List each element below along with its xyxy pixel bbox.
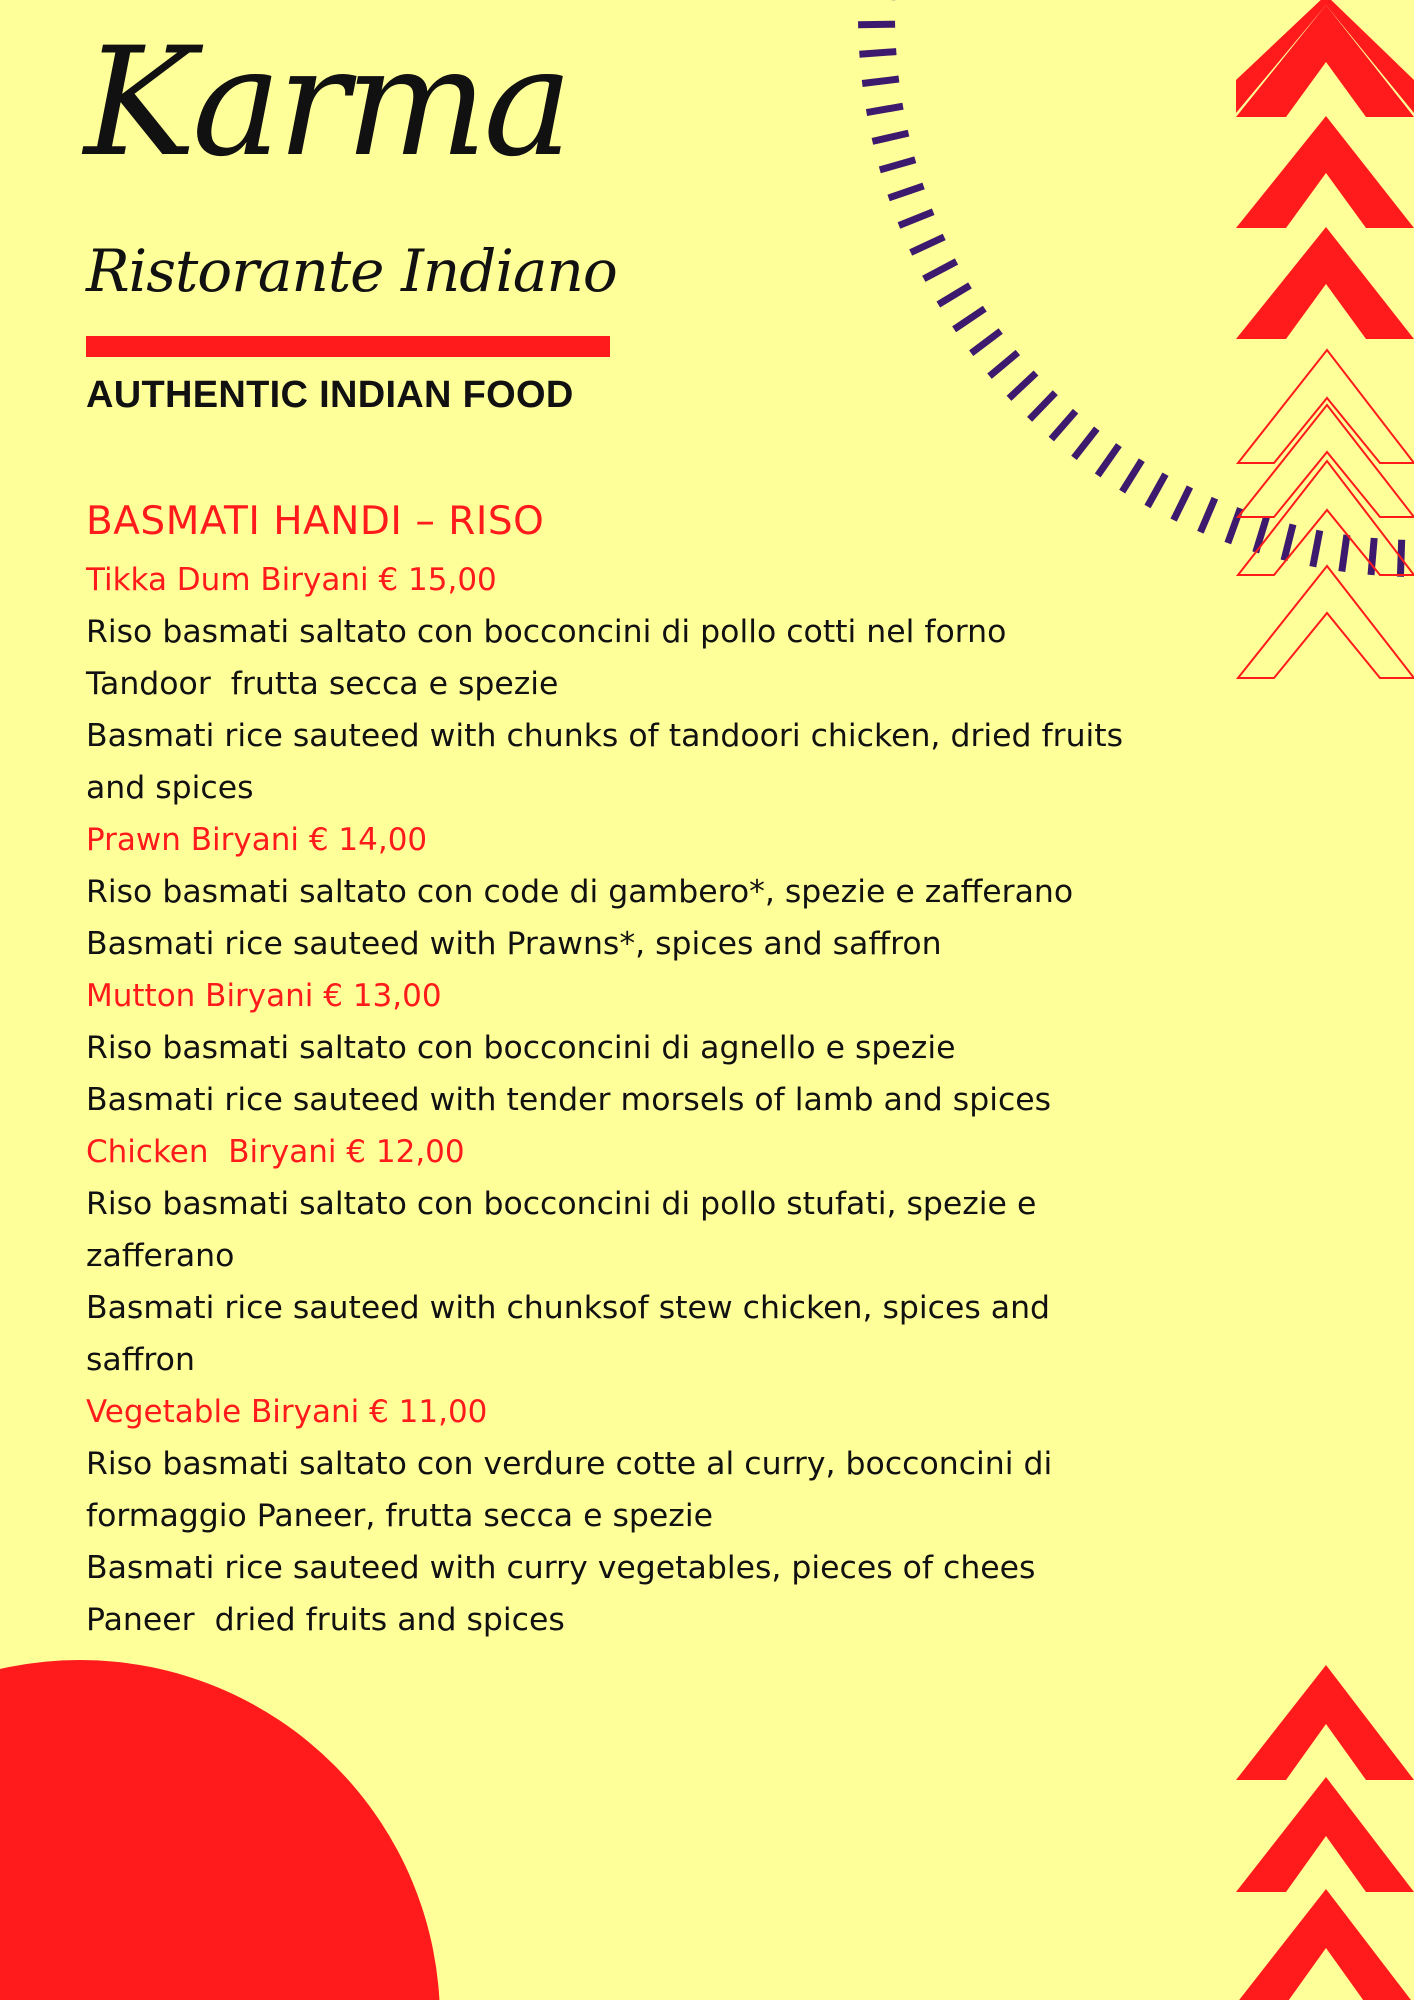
item-name: Chicken Biryani € 12,00: [86, 1134, 465, 1170]
item-name: Mutton Biryani € 13,00: [86, 978, 442, 1014]
divider-bar: [86, 336, 610, 357]
ring-dash: [858, 24, 895, 25]
ring-dash: [889, 186, 924, 198]
item-description-english: Basmati rice sauteed with tender morsels of lamb and spices: [86, 1082, 1052, 1118]
ring-dash: [1256, 517, 1267, 552]
item-description-english: Basmati rice sauteed with Prawns*, spices and saffron: [86, 926, 942, 962]
restaurant-subtitle: Ristorante Indiano: [86, 237, 617, 305]
ring-dash: [1284, 524, 1293, 560]
menu-item: [86, 1126, 1236, 1386]
menu-item: [86, 814, 1236, 970]
ring-dash: [1051, 411, 1075, 439]
ring-dash: [859, 52, 896, 55]
menu-item: [86, 970, 1236, 1126]
item-description-italian: Riso basmati saltato con code di gambero*, spezie e zafferano: [86, 874, 1074, 910]
tagline: AUTHENTIC INDIAN FOOD: [86, 374, 574, 416]
dashed-ring-decoration: [858, 0, 1402, 577]
ring-dash: [899, 212, 933, 226]
ring-dash: [1342, 535, 1347, 572]
ring-dash: [911, 237, 945, 253]
item-description-english: Basmati rice sauteed with chunks of tandoori chicken, dried fruits and spices: [86, 718, 1124, 806]
outline-chevrons: [1238, 350, 1414, 678]
red-chevrons-top: [1236, 0, 1414, 339]
ring-dash: [867, 106, 904, 112]
ring-dash: [1371, 538, 1374, 575]
item-name: Tikka Dum Biryani € 15,00: [86, 562, 497, 598]
red-half-circle: [0, 1660, 440, 2000]
item-description-italian: Riso basmati saltato con bocconcini di agnello e spezie: [86, 1030, 956, 1066]
ring-dash: [1098, 445, 1119, 475]
ring-dash: [880, 160, 916, 170]
item-description-italian: Riso basmati saltato con bocconcini di pollo cotti nel forno Tandoor frutta secca e spezie: [86, 614, 1007, 702]
ring-dash: [1313, 530, 1320, 566]
ring-dash: [862, 79, 899, 84]
item-name: Prawn Biryani € 14,00: [86, 822, 428, 858]
ring-dash: [872, 133, 908, 141]
restaurant-name: Karma: [84, 16, 569, 190]
ring-dash: [971, 331, 1001, 353]
ring-dash: [1122, 460, 1142, 491]
red-chevrons-bottom: [1236, 1665, 1414, 2000]
ring-dash: [1400, 540, 1401, 577]
item-description-english: Basmati rice sauteed with curry vegetables, pieces of chees Paneer dried fruits and spices: [86, 1550, 1036, 1638]
item-description-italian: Riso basmati saltato con bocconcini di pollo stufati, spezie e zafferano: [86, 1186, 1037, 1274]
item-description-english: Basmati rice sauteed with chunksof stew chicken, spices and saffron: [86, 1290, 1051, 1378]
section-title: BASMATI HANDI – RISO: [86, 499, 545, 544]
ring-dash: [1030, 393, 1056, 420]
ring-dash: [954, 309, 985, 330]
item-description-italian: Riso basmati saltato con verdure cotte al curry, bocconcini di formaggio Paneer, frutta secca e spezie: [86, 1446, 1053, 1534]
menu-item: [86, 1386, 1236, 1646]
ring-dash: [990, 353, 1018, 377]
ring-dash: [924, 262, 957, 279]
menu-section: [86, 496, 1236, 1646]
ring-dash: [1009, 373, 1036, 398]
ring-dash: [938, 285, 970, 304]
menu-item: [86, 554, 1236, 814]
ring-dash: [1074, 429, 1097, 458]
item-name: Vegetable Biryani € 11,00: [86, 1394, 488, 1430]
